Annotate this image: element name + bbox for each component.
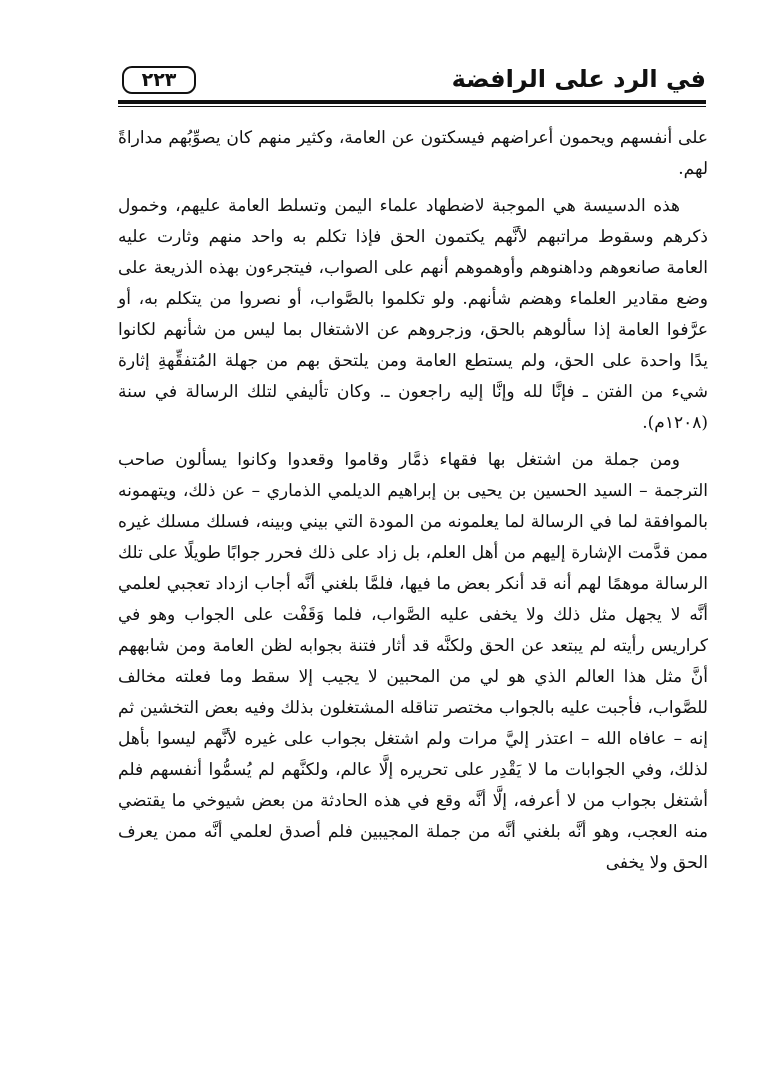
paragraph-2: هذه الدسيسة هي الموجبة لاضطهاد علماء اليمن وتسلط العامة عليهم، وخمول ذكرهم وسقوط مراتبهم لأنَّهم يكتمون الحق فإذا تكلم به واحد منهم وثارت عليه العامة صانعوهم وداهنوهم وأوهموهم أنهم على الصواب، فيتجرءون بهذه الذريعة على وضع مقادير العلماء وهضم شأنهم. ولو تكلموا بالصَّواب، أو نصروا من يتكلم به، أو عرَّفوا العامة إذا سألوهم بالحق، وزجروهم عن الاشتغال بما ليس من شأنهم لكانوا يدًا واحدة على الحق، ولم يستطع العامة ومن يلتحق بهم من جهلة المُتفقِّهةِ إثارة شيء من الفتن ـ فإنَّا لله وإنَّا إليه راجعون ـ. وكان تأليفي لتلك الرسالة في سنة (١٢٠٨م). xyxy=(118,196,708,433)
paragraph-1: على أنفسهم ويحمون أعراضهم فيسكتون عن العامة، وكثير منهم كان يصوِّبُهم مداراةً لهم. xyxy=(118,128,708,179)
running-title: في الرد على الرافضة xyxy=(451,65,706,93)
header-rule xyxy=(118,100,706,104)
paragraph-3: ومن جملة من اشتغل بها فقهاء ذمَّار وقاموا وقعدوا وكانوا يسألون صاحب الترجمة – السيد الحسين بن يحيى بن إبراهيم الديلمي الذماري – عن ذلك، ويتهمونه بالموافقة لما في الرسالة لما يعلمونه من المودة التي بيني وبينه، فسلك مسلك غيره ممن قدَّمت الإشارة إليهم من أهل العلم، بل زاد على ذلك فحرر جوابًا طويلًا على تلك الرسالة موهمًا لهم أنه قد أنكر بعض ما فيها، فلمَّا بلغني أنَّه أجاب ازداد تعجبي لعلمي أنَّه لا يجهل مثل ذلك ولا يخفى عليه الصَّواب، فلما وَقَفْت على الجواب وهو في كراريس رأيته لم يبتعد عن الحق ولكنَّه قد أثار فتنة بجوابه لظن العامة ومن شابههم أنَّ مثل هذا العالم الذي هو لي من المحبين لا يجيب إلا سقط وما فعلته مخالف للصَّواب، فأجبت عليه بالجواب مختصر تناقله المشتغلون بذلك وفيه بعض التخشين ثم إنه – عافاه الله – اعتذر إليَّ مرات ولم اشتغل بجواب على غيره لأنَّهم ليسوا بأهل لذلك، وفي الجوابات ما لا يَقْدِر على تحريره إلَّا عالم، ولكنَّهم لم يُسمُّوا أنفسهم فلم أشتغل بجواب من لا أعرفه، إلَّا أنَّه وقع في هذه الحادثة من بعض شيوخي ما يقتضي منه العجب، وهو أنَّه بلغني أنَّه من جملة المجيبين فلم أصدق لعلمي أنَّه ممن يعرف الحق ولا يخفى xyxy=(118,450,708,873)
header-rule-thin xyxy=(118,106,706,107)
body-text xyxy=(118,123,708,885)
page-header xyxy=(118,62,706,108)
page-number: ٢٢٣ xyxy=(122,66,196,94)
